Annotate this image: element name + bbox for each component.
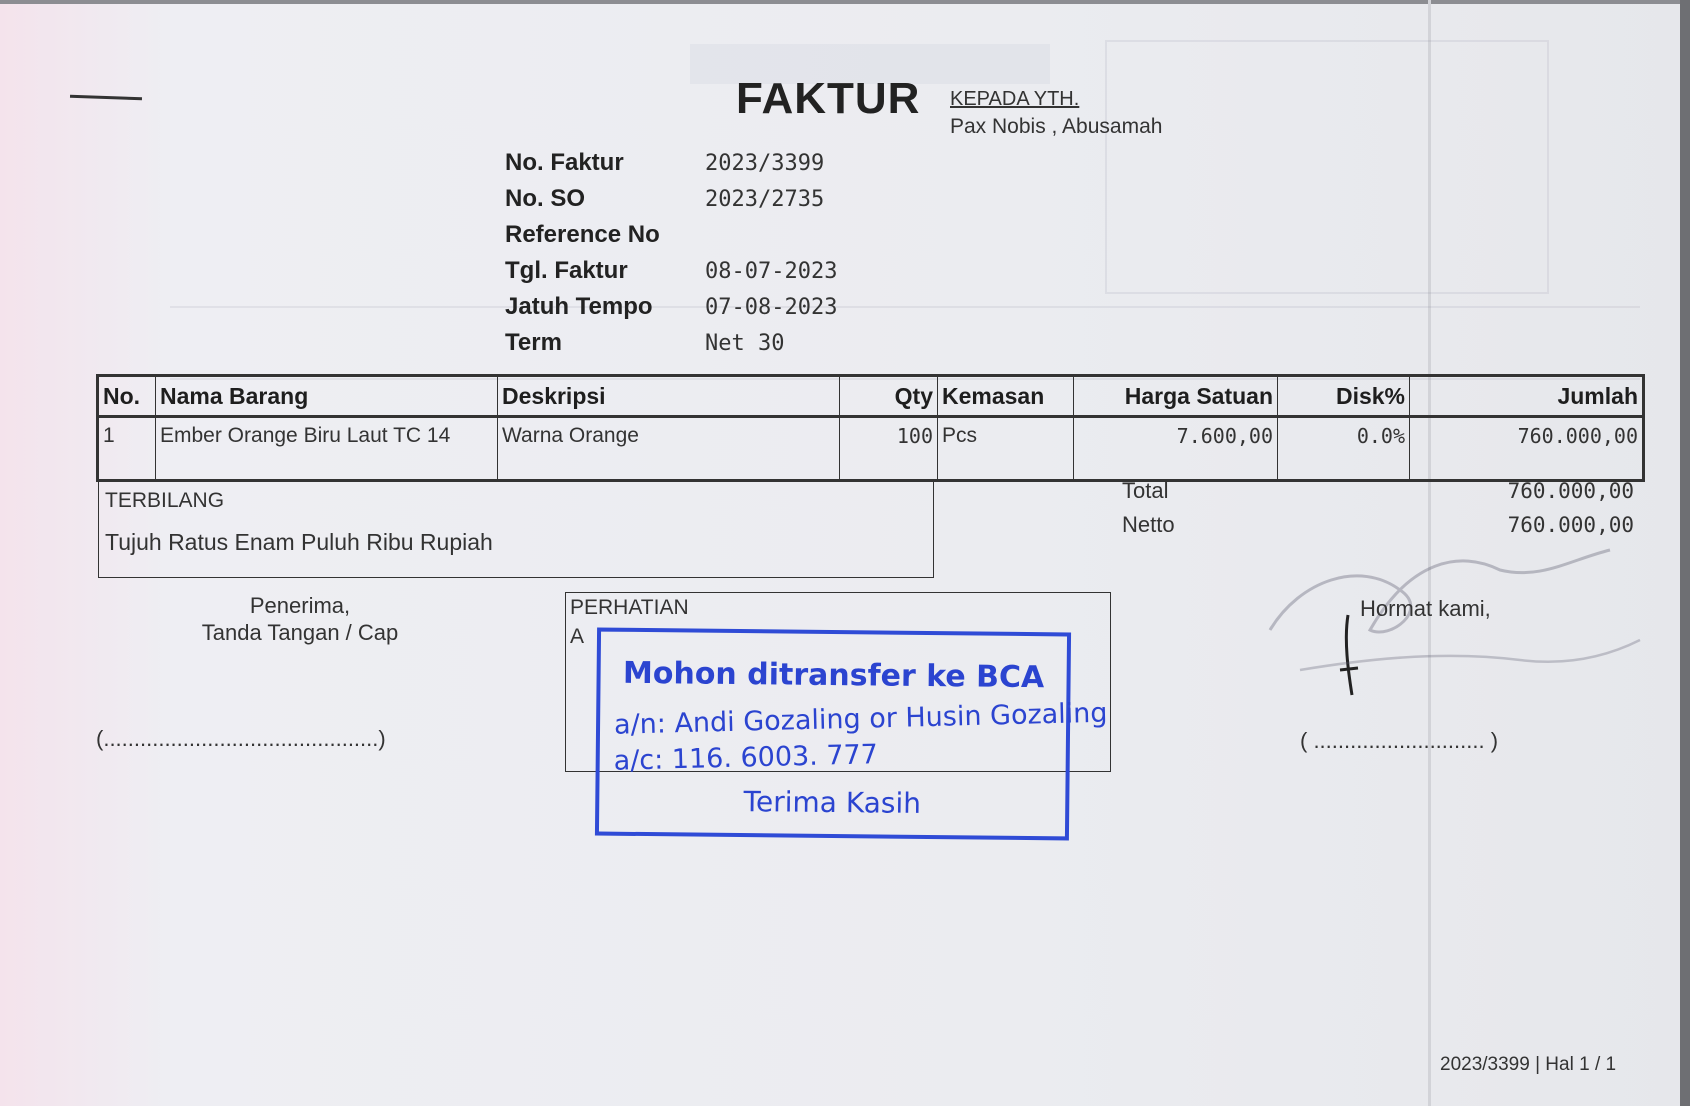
meta-label: Tgl. Faktur [505, 257, 628, 284]
netto-label: Netto [1122, 512, 1175, 537]
hormat-label: Hormat kami, [1360, 596, 1491, 621]
column-header-no: No. [98, 376, 156, 417]
meta-label: No. Faktur [505, 149, 624, 176]
cell-kemasan: Pcs [938, 417, 1074, 481]
stamp-line-1: Mohon ditransfer ke BCA [622, 655, 1045, 696]
document-title: FAKTUR [736, 74, 921, 123]
meta-value: Net 30 [705, 330, 785, 356]
stamp-line-2: a/n: Andi Gozaling or Husin Gozaling [613, 697, 1108, 741]
bank-transfer-stamp [595, 628, 1108, 841]
terbilang-box [98, 480, 934, 578]
total-value: 760.000,00 [1507, 479, 1634, 503]
stamp-line-4: Terima Kasih [743, 785, 922, 820]
cell-disk: 0.0% [1278, 417, 1410, 481]
column-header-nama-barang: Nama Barang [156, 376, 498, 417]
meta-label: Reference No [505, 221, 660, 248]
show-through-box [1105, 40, 1549, 294]
cell-jumlah: 760.000,00 [1410, 417, 1644, 481]
terbilang-label: TERBILANG [105, 489, 225, 512]
cell-harga-satuan: 7.600,00 [1074, 417, 1278, 481]
total-label: Total [1122, 478, 1169, 503]
paper-edge-top [0, 0, 1690, 4]
stamp-line-3: a/c: 116. 6003. 777 [613, 739, 879, 777]
penerima-block [150, 592, 450, 646]
paper-edge-right [1680, 0, 1690, 1106]
meta-label: No. SO [505, 185, 586, 212]
show-through-table [170, 306, 1640, 380]
items-table [96, 374, 1645, 482]
meta-row-term [505, 325, 837, 361]
pen-mark [70, 95, 142, 101]
invoice-meta [505, 145, 837, 361]
column-header-deskripsi: Deskripsi [498, 376, 840, 417]
meta-value: 07-08-2023 [705, 294, 838, 320]
meta-label: Term [505, 329, 562, 356]
meta-value: 2023/3399 [705, 150, 825, 176]
column-header-harga-satuan: Harga Satuan [1074, 376, 1278, 417]
perhatian-label: PERHATIAN [570, 596, 689, 619]
column-header-kemasan: Kemasan [938, 376, 1074, 417]
meta-value: 2023/2735 [705, 186, 825, 212]
recipient-name: Pax Nobis , Abusamah [950, 115, 1163, 138]
cell-deskripsi: Warna Orange [498, 417, 840, 481]
column-header-disk: Disk% [1278, 376, 1410, 417]
column-header-jumlah: Jumlah [1410, 376, 1644, 417]
page-reference: 2023/3399 | Hal 1 / 1 [1440, 1054, 1617, 1075]
recipient-label: KEPADA YTH. [950, 88, 1080, 110]
total-row [1122, 474, 1634, 508]
table-header-row [98, 376, 1644, 417]
cell-no: 1 [98, 417, 156, 481]
meta-label: Jatuh Tempo [505, 293, 653, 320]
meta-value: 08-07-2023 [705, 258, 838, 284]
meta-row-reference-no [505, 217, 837, 253]
terbilang-text: Tujuh Ratus Enam Puluh Ribu Rupiah [105, 529, 493, 555]
meta-row-no-faktur [505, 145, 837, 181]
penerima-label: Penerima, [249, 593, 351, 618]
netto-value: 760.000,00 [1507, 513, 1634, 537]
meta-row-tgl-faktur [505, 253, 837, 289]
cell-nama-barang: Ember Orange Biru Laut TC 14 [156, 417, 498, 481]
hormat-signature-line: ( ............................ ) [1300, 728, 1499, 753]
meta-row-no-so [505, 181, 837, 217]
perhatian-text: A [570, 625, 585, 648]
penerima-sub-label: Tanda Tangan / Cap [201, 620, 399, 645]
table-row [98, 417, 1644, 481]
cell-qty: 100 [840, 417, 938, 481]
penerima-signature-line: (.............................................) [96, 726, 386, 751]
column-header-qty: Qty [840, 376, 938, 417]
meta-row-jatuh-tempo [505, 289, 837, 325]
